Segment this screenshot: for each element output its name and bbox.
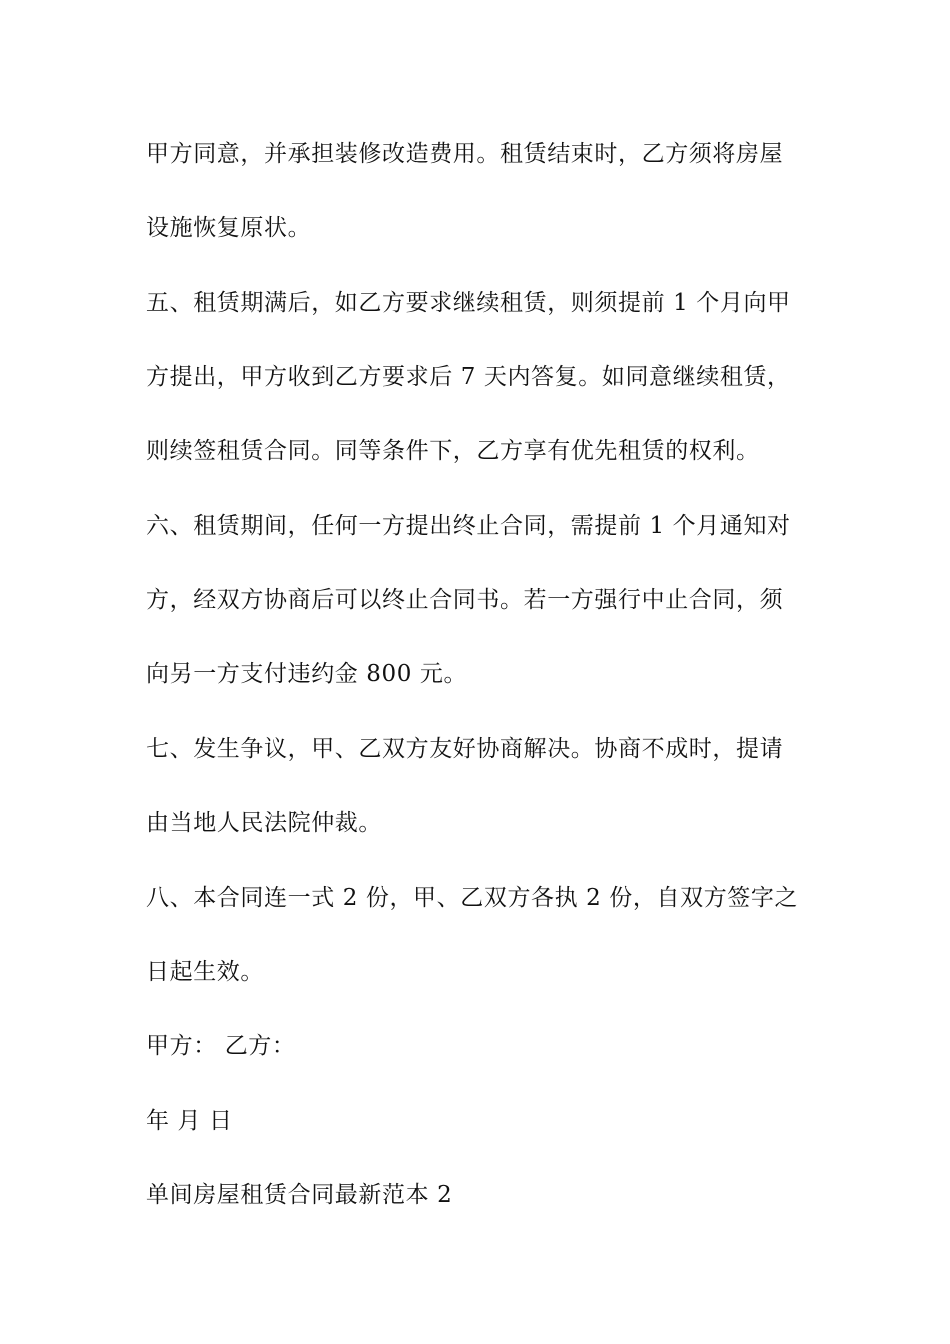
clause-6-text-end: 向另一方支付违约金 800 元。 bbox=[146, 661, 468, 687]
clause-4-text-end: 设施恢复原状。 bbox=[146, 215, 312, 241]
signature-parties: 甲方： 乙方： bbox=[146, 1033, 296, 1059]
clause-8-text: 八、本合同连一式 2 份，甲、乙双方各执 2 份，自双方签字之 bbox=[146, 885, 799, 911]
clause-6-text: 六、租赁期间，任何一方提出终止合同，需提前 1 个月通知对 bbox=[146, 513, 791, 539]
signature-date: 年 月 日 bbox=[146, 1108, 233, 1134]
next-document-title: 单间房屋租赁合同最新范本 2 bbox=[146, 1182, 453, 1208]
clause-4-text-continued: 甲方同意，并承担装修改造费用。租赁结束时，乙方须将房屋 bbox=[146, 141, 784, 167]
clause-7-text: 七、发生争议，甲、乙双方友好协商解决。协商不成时，提请 bbox=[146, 736, 784, 762]
clause-8-text-end: 日起生效。 bbox=[146, 959, 264, 985]
clause-5-text-end: 则续签租赁合同。同等条件下，乙方享有优先租赁的权利。 bbox=[146, 438, 760, 464]
clause-5-text-continued: 方提出，甲方收到乙方要求后 7 天内答复。如同意继续租赁， bbox=[146, 364, 791, 390]
clause-6-text-continued: 方，经双方协商后可以终止合同书。若一方强行中止合同，须 bbox=[146, 587, 784, 613]
clause-7-text-end: 由当地人民法院仲裁。 bbox=[146, 810, 382, 836]
clause-5-text: 五、租赁期满后，如乙方要求继续租赁，则须提前 1 个月向甲 bbox=[146, 290, 791, 316]
